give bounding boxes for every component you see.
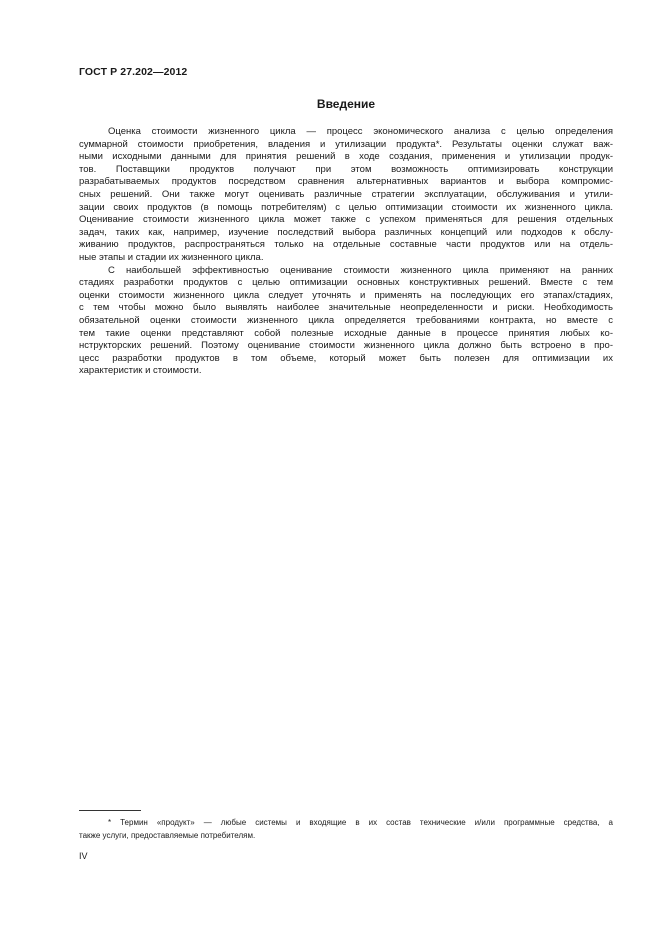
text-line: ными исходными данными для принятия решений в ходе создания, применения и утилизации продук- — [79, 151, 613, 163]
text-line: ные этапы и стадии их жизненного цикла. — [79, 251, 264, 263]
text-line: суммарной стоимости приобретения, владения и утилизации продукта*. Результаты оценки служат важ- — [79, 138, 613, 150]
text-line: сных решений. Они также могут оценивать различные стратегии эксплуатации, обслуживания и утили- — [79, 188, 613, 200]
text-line: зации своих продуктов (в помощь потребителям) с целью оптимизации стоимости их жизненного цикла. — [79, 201, 613, 213]
text-line: цесс разработки продуктов в том объеме, который может быть полезен для оптимизации их — [79, 352, 613, 364]
text-line: нструкторских решений. Поэтому оценивание стоимости жизненного цикла должно быть встроено в про- — [79, 340, 613, 352]
text-line: задач, таких как, например, изучение последствий выбора различных концепций или подходов к обслу- — [79, 226, 613, 238]
section-title: Введение — [316, 97, 376, 111]
document-header: ГОСТ Р 27.202—2012 — [79, 66, 188, 78]
text-line: тем такие оценки представляют собой полезные исходные данные в процессе принятия любых ко- — [79, 327, 613, 339]
footnote-divider — [79, 810, 141, 811]
paragraph-2 — [79, 265, 613, 378]
text-line: оценки стоимости жизненного цикла следует уточнять и применять на последующих его этапах/стадиях, — [79, 289, 613, 301]
footnote — [79, 817, 613, 842]
text-line: характеристик и стоимости. — [79, 365, 202, 377]
page-number: IV — [79, 851, 88, 861]
text-line: тов. Поставщики продуктов получают при этом возможность оптимизировать конструкции — [79, 163, 613, 175]
footnote-line: * Термин «продукт» — любые системы и входящие в их состав технические и/или программные средства, а — [108, 818, 613, 827]
paragraph-1 — [79, 126, 613, 265]
text-line: живанию продуктов, распространяться только на отдельные составные части продуктов или на отдель- — [79, 239, 613, 251]
text-line: обязательной оценки стоимости жизненного цикла определяется требованиями контракта, но вместе с — [79, 314, 613, 326]
text-line: стадиях разработки продуктов с целью оптимизации основных конструктивных решений. Вместе с тем — [79, 277, 613, 289]
footnote-line: также услуги, предоставляемые потребителям. — [79, 830, 256, 840]
body-text — [79, 126, 613, 378]
text-line: Оценка стоимости жизненного цикла — процесс экономического анализа с целью определения — [108, 126, 613, 137]
text-line: С наибольшей эффективностью оценивание стоимости жизненного цикла применяют на ранних — [108, 264, 613, 276]
text-line: Оценивание стоимости жизненного цикла может также с успехом применяться для решения отдельных — [79, 214, 613, 226]
text-line: с тем чтобы можно было выявлять наиболее значительные неопределенности и риски. Необходимость — [79, 302, 613, 314]
text-line: разрабатываемых продуктов посредством сравнения альтернативных вариантов и выбора компромис- — [79, 176, 613, 188]
